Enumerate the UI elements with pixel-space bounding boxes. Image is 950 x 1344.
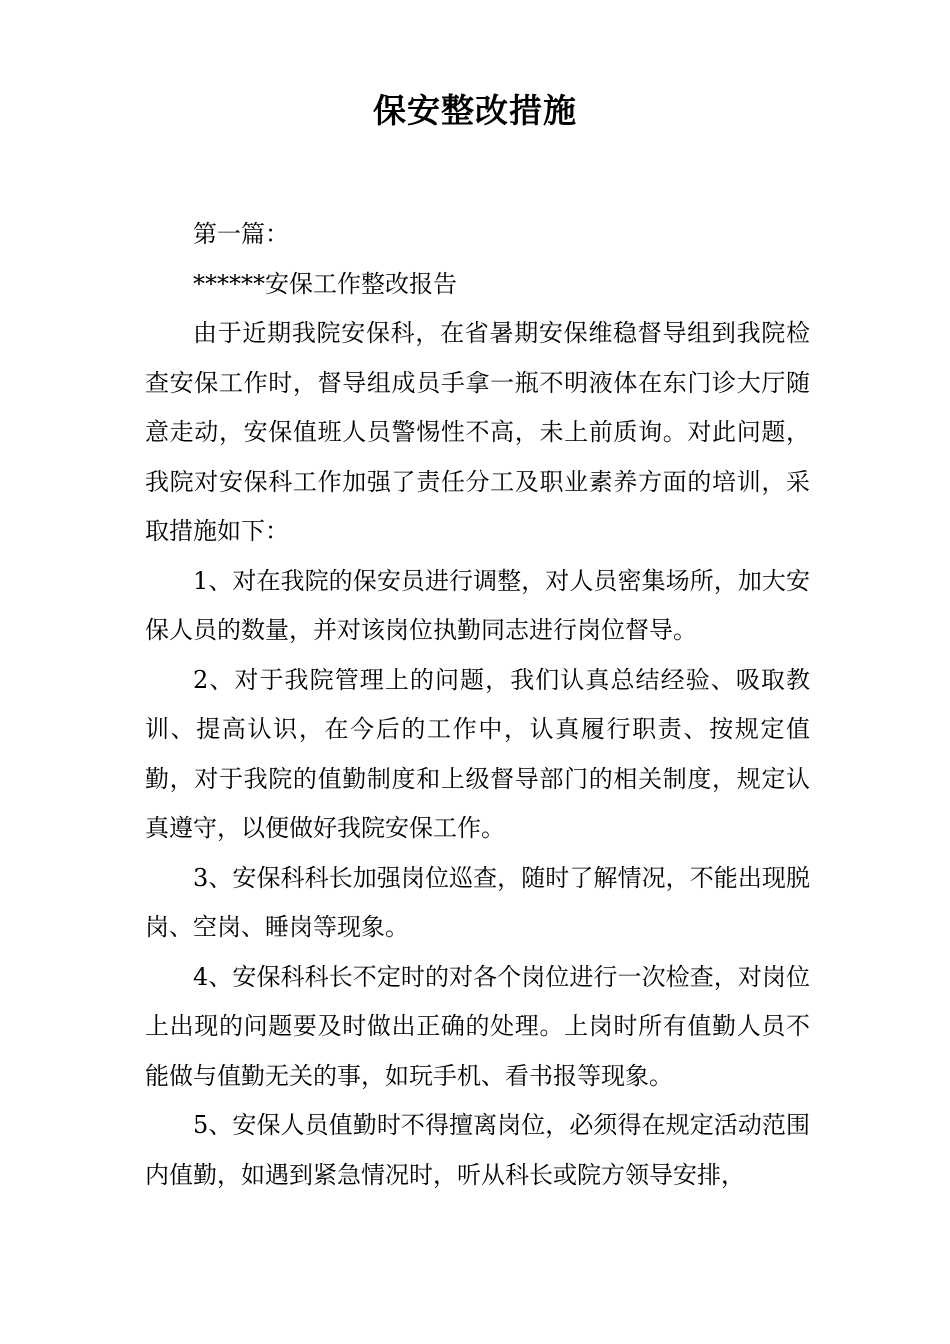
paragraph-item-5: 5、安保人员值勤时不得擅离岗位，必须得在规定活动范围内值勤，如遇到紧急情况时，听从科长或院方领导安排，	[145, 1111, 810, 1189]
paragraph-item-2: 2、对于我院管理上的问题，我们认真总结经验、吸取教训、提高认识，在今后的工作中，认真履行职责、按规定值勤，对于我院的值勤制度和上级督导部门的相关制度，规定认真遵守，以便做好我院安保工作。	[145, 665, 810, 842]
paragraph-item-1: 1、对在我院的保安员进行调整，对人员密集场所，加大安保人员的数量，并对该岗位执勤同志进行岗位督导。	[145, 566, 810, 644]
paragraph-report-title: ******安保工作整改报告	[193, 269, 457, 298]
document-body	[145, 210, 810, 1200]
document-title: 保安整改措施	[373, 91, 577, 130]
paragraph-item-3: 3、安保科科长加强岗位巡查，随时了解情况，不能出现脱岗、空岗、睡岗等现象。	[145, 863, 810, 941]
paragraph-intro: 由于近期我院安保科，在省暑期安保维稳督导组到我院检查安保工作时，督导组成员手拿一瓶不明液体在东门诊大厅随意走动，安保值班人员警惕性不高，未上前质询。对此问题，我院对安保科工作加强了责任分工及职业素养方面的培训，采取措施如下：	[145, 319, 810, 545]
paragraph-section-label: 第一篇：	[193, 220, 289, 248]
paragraph-item-4: 4、安保科科长不定时的对各个岗位进行一次检查，对岗位上出现的问题要及时做出正确的处理。上岗时所有值勤人员不能做与值勤无关的事，如玩手机、看书报等现象。	[145, 962, 810, 1090]
